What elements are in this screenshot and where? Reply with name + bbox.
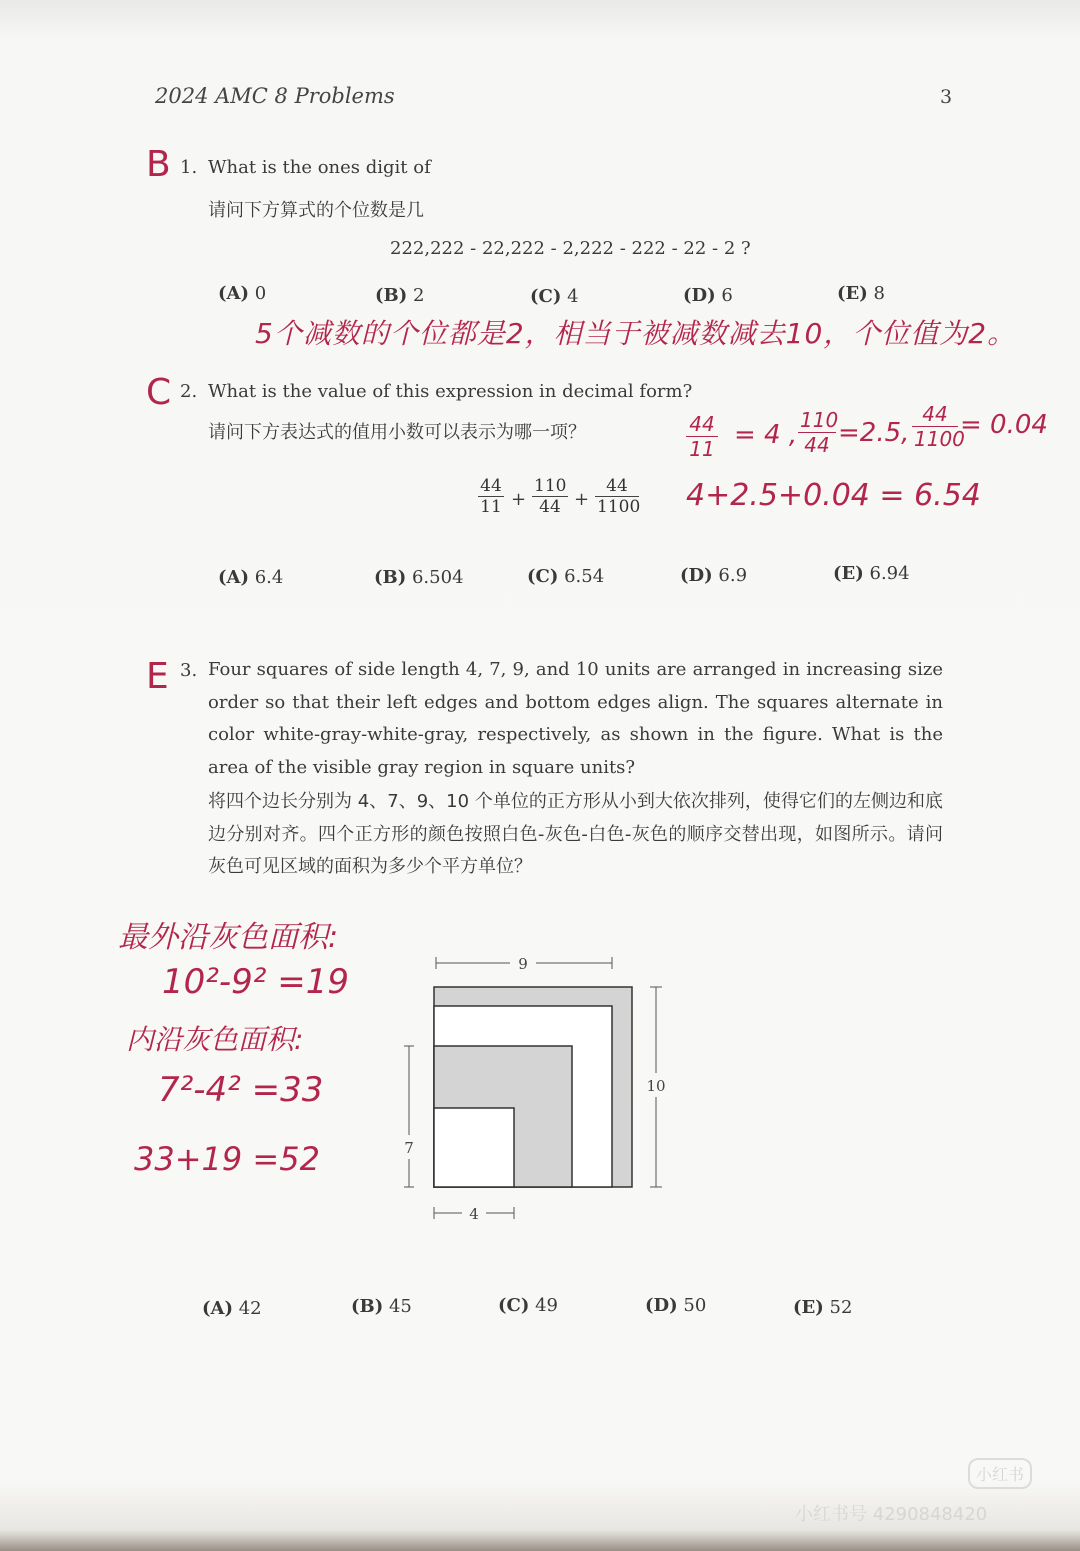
handwritten-fraction-1: $\frac{44}{11}$ — [686, 412, 718, 461]
dim-label-top: 9 — [518, 955, 528, 973]
watermark-text: 小红书号 4290848420 — [795, 1504, 988, 1525]
problem-1-choice-b: (B) 2 — [375, 285, 425, 306]
handwritten-result-1: = 4 , — [734, 420, 798, 450]
fraction-1: $\frac{44}{11}$ — [478, 476, 504, 517]
square-4-white — [434, 1108, 514, 1187]
handwritten-work-3-line-4: 7²-4² =33 — [158, 1070, 324, 1110]
problem-1-number: 1. — [180, 157, 198, 178]
fraction-3: $\frac{44}{1100}$ — [597, 476, 641, 517]
handwritten-answer-1: B — [146, 144, 171, 185]
problem-3-number: 3. — [180, 660, 198, 681]
handwritten-result-2: =2.5, — [838, 418, 910, 448]
problem-2-choice-e: (E) 6.94 — [833, 563, 910, 584]
dim-label-right: 10 — [646, 1077, 666, 1095]
problem-2-question-en: What is the value of this expression in decimal form? — [208, 381, 693, 402]
problem-3-choice-a: (A) 42 — [202, 1298, 262, 1319]
handwritten-note-1: 5个减数的个位都是2，相当于被减数减去10，个位值为2。 — [255, 317, 1017, 350]
problem-2-question-cn: 请问下方表达式的值用小数可以表示为哪一项？ — [208, 422, 586, 443]
plus-sign-2: + — [574, 489, 590, 510]
problem-1-choice-c: (C) 4 — [530, 286, 579, 307]
problem-1-choice-e: (E) 8 — [837, 283, 885, 304]
problem-1-question-en: What is the ones digit of — [208, 157, 431, 178]
problem-3-question-cn: 将四个边长分别为 4、7、9、10 个单位的正方形从小到大依次排列，使得它们的左侧边和底边分别对齐。四个正方形的颜色按照白色-灰色-白色-灰色的顺序交替出现，如图所示。请问灰色可见区域的面积为多少个平方单位？ — [208, 791, 943, 877]
problem-3-choice-d: (D) 50 — [645, 1295, 707, 1316]
problem-3-choice-c: (C) 49 — [498, 1295, 558, 1316]
handwritten-fraction-3: $\frac{44}{1100}$ — [914, 402, 965, 451]
dim-label-bottom: 4 — [469, 1205, 479, 1223]
problem-3-choice-b: (B) 45 — [351, 1296, 412, 1317]
handwritten-result-3: = 0.04 — [960, 410, 1048, 440]
problem-2-choice-a: (A) 6.4 — [218, 567, 284, 588]
problem-1-expression: 222,222 - 22,222 - 2,222 - 222 - 22 - 2 ? — [390, 238, 751, 259]
squares-figure — [400, 945, 690, 1235]
problem-2-choice-d: (D) 6.9 — [680, 565, 748, 586]
handwritten-answer-2: C — [146, 372, 172, 413]
handwritten-answer-3: E — [146, 656, 169, 697]
problem-1-choice-a: (A) 0 — [218, 283, 267, 304]
handwritten-work-3-line-3: 内沿灰色面积: — [126, 1023, 304, 1056]
handwritten-work-3-line-1: 最外沿灰色面积: — [118, 920, 339, 955]
handwritten-sum-2: 4+2.5+0.04 = 6.54 — [686, 478, 981, 513]
problem-3-question-en: Four squares of side length 4, 7, 9, and 10 units are arranged in increasing size order so that their left edges and bottom edges align. The squares alternate in color white-gray-white-gray, respectively, as shown in the figure. What is the area of the visible gray region in square units? — [208, 659, 943, 778]
dim-label-left: 7 — [404, 1139, 414, 1157]
handwritten-work-3-line-5: 33+19 =52 — [134, 1140, 320, 1178]
fraction-2: $\frac{110}{44}$ — [534, 476, 567, 517]
problem-3-choice-e: (E) 52 — [793, 1297, 853, 1318]
watermark-logo: 小红书 — [968, 1458, 1032, 1489]
problem-2-number: 2. — [180, 381, 198, 402]
problem-2-choice-b: (B) 6.504 — [374, 567, 464, 588]
problem-2-choice-c: (C) 6.54 — [527, 566, 605, 587]
page-number: 3 — [940, 86, 953, 108]
problem-1-question-cn: 请问下方算式的个位数是几 — [208, 200, 424, 221]
handwritten-fraction-2: $\frac{110}{44}$ — [800, 408, 839, 457]
handwritten-work-3-line-2: 10²-9² =19 — [162, 962, 349, 1002]
plus-sign-1: + — [511, 489, 527, 510]
page-header-title: 2024 AMC 8 Problems — [155, 84, 395, 108]
problem-1-choice-d: (D) 6 — [683, 285, 733, 306]
